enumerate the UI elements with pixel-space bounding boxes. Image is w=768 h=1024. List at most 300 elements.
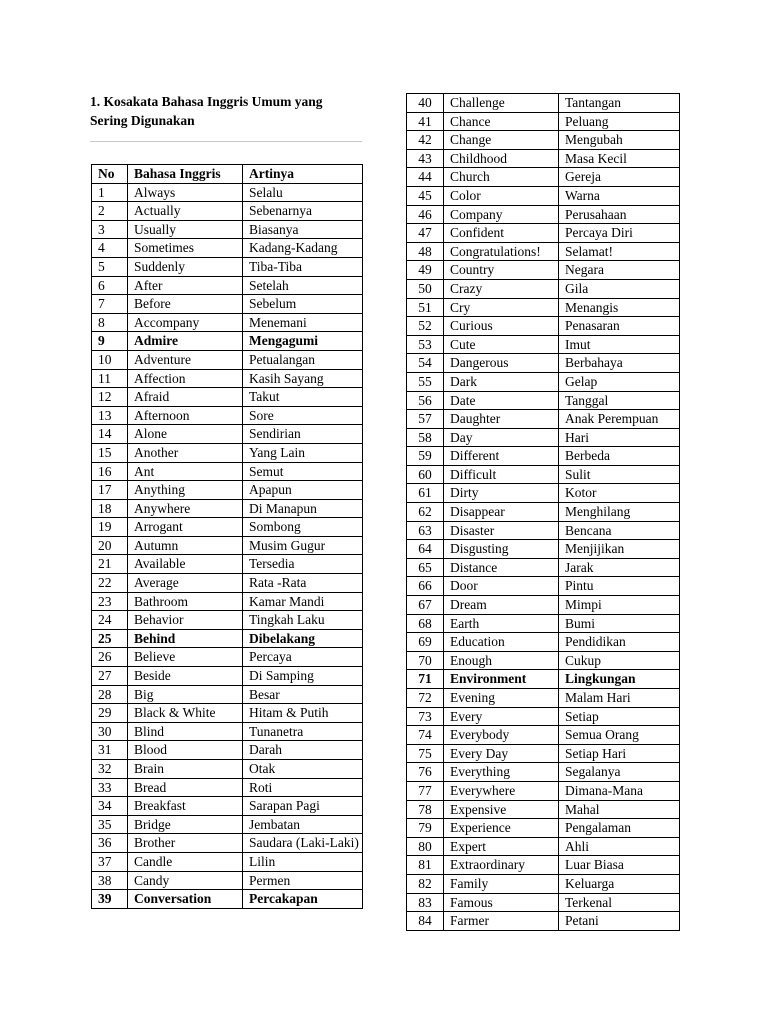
cell-english: Every Day	[444, 744, 559, 763]
cell-number: 9	[92, 332, 128, 351]
table-row	[92, 425, 363, 444]
cell-number: 24	[92, 611, 128, 630]
cell-number: 25	[92, 629, 128, 648]
cell-english: Everything	[444, 763, 559, 782]
cell-meaning: Tersedia	[243, 555, 363, 574]
table-row	[407, 335, 680, 354]
cell-number: 77	[407, 781, 444, 800]
table-row	[407, 558, 680, 577]
cell-number: 23	[92, 592, 128, 611]
table-row	[407, 186, 680, 205]
cell-meaning: Lilin	[243, 852, 363, 871]
table-row	[407, 689, 680, 708]
cell-meaning: Peluang	[559, 112, 680, 131]
cell-number: 16	[92, 462, 128, 481]
table-row	[92, 406, 363, 425]
cell-number: 51	[407, 298, 444, 317]
cell-meaning: Jarak	[559, 558, 680, 577]
cell-english: After	[128, 276, 243, 295]
table-row	[407, 596, 680, 615]
cell-meaning: Setiap Hari	[559, 744, 680, 763]
cell-meaning: Sebenarnya	[243, 202, 363, 221]
cell-number: 30	[92, 722, 128, 741]
cell-number: 69	[407, 633, 444, 652]
cell-meaning: Mimpi	[559, 596, 680, 615]
table-row	[407, 651, 680, 670]
table-row	[407, 94, 680, 113]
cell-meaning: Selamat!	[559, 242, 680, 261]
cell-english: Blind	[128, 722, 243, 741]
cell-meaning: Segalanya	[559, 763, 680, 782]
cell-english: Challenge	[444, 94, 559, 113]
cell-number: 46	[407, 205, 444, 224]
table-row	[407, 856, 680, 875]
cell-english: Education	[444, 633, 559, 652]
cell-meaning: Musim Gugur	[243, 536, 363, 555]
header-no: No	[92, 165, 128, 184]
cell-english: Brother	[128, 834, 243, 853]
cell-meaning: Jembatan	[243, 815, 363, 834]
cell-number: 64	[407, 540, 444, 559]
cell-english: Change	[444, 131, 559, 150]
table-row	[92, 462, 363, 481]
cell-english: Anything	[128, 481, 243, 500]
cell-meaning: Otak	[243, 760, 363, 779]
section-title: 1. Kosakata Bahasa Inggris Umum yang Sering Digunakan	[90, 94, 323, 128]
cell-meaning: Menghilang	[559, 503, 680, 522]
cell-english: Admire	[128, 332, 243, 351]
cell-english: Available	[128, 555, 243, 574]
cell-english: Enough	[444, 651, 559, 670]
cell-number: 63	[407, 521, 444, 540]
table-row	[92, 313, 363, 332]
cell-english: Difficult	[444, 465, 559, 484]
table-row	[407, 781, 680, 800]
cell-number: 34	[92, 797, 128, 816]
table-row	[407, 279, 680, 298]
cell-english: Bathroom	[128, 592, 243, 611]
cell-number: 68	[407, 614, 444, 633]
cell-number: 45	[407, 186, 444, 205]
cell-meaning: Rata -Rata	[243, 574, 363, 593]
cell-english: Door	[444, 577, 559, 596]
cell-meaning: Bumi	[559, 614, 680, 633]
cell-meaning: Petualangan	[243, 350, 363, 369]
cell-english: Color	[444, 186, 559, 205]
cell-number: 61	[407, 484, 444, 503]
cell-number: 81	[407, 856, 444, 875]
table-row	[92, 388, 363, 407]
cell-meaning: Sore	[243, 406, 363, 425]
cell-english: Day	[444, 428, 559, 447]
table-row	[407, 391, 680, 410]
cell-english: Daughter	[444, 410, 559, 429]
cell-meaning: Di Samping	[243, 667, 363, 686]
cell-meaning: Sarapan Pagi	[243, 797, 363, 816]
table-row	[407, 577, 680, 596]
cell-meaning: Berbeda	[559, 447, 680, 466]
cell-number: 75	[407, 744, 444, 763]
cell-meaning: Ahli	[559, 837, 680, 856]
cell-english: Bridge	[128, 815, 243, 834]
cell-english: Dangerous	[444, 354, 559, 373]
cell-number: 50	[407, 279, 444, 298]
cell-meaning: Dibelakang	[243, 629, 363, 648]
cell-number: 11	[92, 369, 128, 388]
table-row	[407, 763, 680, 782]
cell-meaning: Tunanetra	[243, 722, 363, 741]
cell-meaning: Imut	[559, 335, 680, 354]
cell-english: Confident	[444, 224, 559, 243]
cell-number: 55	[407, 372, 444, 391]
cell-meaning: Lingkungan	[559, 670, 680, 689]
cell-english: Brain	[128, 760, 243, 779]
cell-english: Every	[444, 707, 559, 726]
cell-english: Dark	[444, 372, 559, 391]
table-row	[407, 540, 680, 559]
cell-english: Extraordinary	[444, 856, 559, 875]
cell-meaning: Sebelum	[243, 295, 363, 314]
cell-english: Farmer	[444, 912, 559, 931]
cell-english: Cute	[444, 335, 559, 354]
cell-number: 60	[407, 465, 444, 484]
cell-number: 12	[92, 388, 128, 407]
cell-number: 79	[407, 819, 444, 838]
cell-english: Church	[444, 168, 559, 187]
cell-number: 37	[92, 852, 128, 871]
cell-number: 41	[407, 112, 444, 131]
cell-meaning: Gereja	[559, 168, 680, 187]
cell-number: 59	[407, 447, 444, 466]
table-row	[92, 611, 363, 630]
cell-english: Accompany	[128, 313, 243, 332]
table-row	[92, 722, 363, 741]
cell-meaning: Negara	[559, 261, 680, 280]
cell-english: Environment	[444, 670, 559, 689]
table-row	[92, 443, 363, 462]
cell-number: 22	[92, 574, 128, 593]
cell-number: 71	[407, 670, 444, 689]
cell-meaning: Semut	[243, 462, 363, 481]
cell-english: Cry	[444, 298, 559, 317]
table-row	[407, 819, 680, 838]
cell-number: 2	[92, 202, 128, 221]
table-row	[92, 220, 363, 239]
cell-english: Behind	[128, 629, 243, 648]
table-row	[407, 744, 680, 763]
table-row	[92, 202, 363, 221]
cell-number: 17	[92, 481, 128, 500]
cell-number: 36	[92, 834, 128, 853]
table-row	[92, 481, 363, 500]
table-row	[92, 778, 363, 797]
cell-number: 58	[407, 428, 444, 447]
cell-meaning: Yang Lain	[243, 443, 363, 462]
table-row	[407, 800, 680, 819]
cell-english: Everywhere	[444, 781, 559, 800]
cell-number: 26	[92, 648, 128, 667]
cell-number: 14	[92, 425, 128, 444]
cell-number: 76	[407, 763, 444, 782]
cell-english: Disaster	[444, 521, 559, 540]
cell-number: 44	[407, 168, 444, 187]
cell-meaning: Kadang-Kadang	[243, 239, 363, 258]
table-row	[92, 834, 363, 853]
cell-meaning: Gelap	[559, 372, 680, 391]
cell-number: 27	[92, 667, 128, 686]
table-row	[407, 112, 680, 131]
cell-meaning: Permen	[243, 871, 363, 890]
cell-english: Family	[444, 874, 559, 893]
cell-number: 5	[92, 257, 128, 276]
table-row	[92, 295, 363, 314]
cell-meaning: Tantangan	[559, 94, 680, 113]
table-row	[92, 871, 363, 890]
cell-english: Suddenly	[128, 257, 243, 276]
table-row	[92, 555, 363, 574]
cell-meaning: Tiba-Tiba	[243, 257, 363, 276]
cell-english: Earth	[444, 614, 559, 633]
table-row	[92, 499, 363, 518]
cell-number: 40	[407, 94, 444, 113]
cell-meaning: Menangis	[559, 298, 680, 317]
header-meaning: Artinya	[243, 165, 363, 184]
cell-meaning: Mahal	[559, 800, 680, 819]
table-row	[92, 276, 363, 295]
cell-english: Actually	[128, 202, 243, 221]
cell-meaning: Roti	[243, 778, 363, 797]
cell-english: Evening	[444, 689, 559, 708]
table-header-row	[92, 165, 363, 184]
cell-number: 7	[92, 295, 128, 314]
cell-meaning: Pendidikan	[559, 633, 680, 652]
cell-meaning: Tanggal	[559, 391, 680, 410]
cell-english: Alone	[128, 425, 243, 444]
cell-meaning: Penasaran	[559, 317, 680, 336]
table-row	[407, 521, 680, 540]
cell-english: Before	[128, 295, 243, 314]
cell-number: 78	[407, 800, 444, 819]
table-row	[407, 465, 680, 484]
cell-english: Bread	[128, 778, 243, 797]
cell-number: 82	[407, 874, 444, 893]
cell-meaning: Gila	[559, 279, 680, 298]
cell-english: Date	[444, 391, 559, 410]
cell-english: Behavior	[128, 611, 243, 630]
cell-english: Sometimes	[128, 239, 243, 258]
cell-meaning: Luar Biasa	[559, 856, 680, 875]
cell-meaning: Malam Hari	[559, 689, 680, 708]
cell-meaning: Berbahaya	[559, 354, 680, 373]
cell-number: 38	[92, 871, 128, 890]
table-row	[407, 224, 680, 243]
cell-number: 48	[407, 242, 444, 261]
table-row	[407, 168, 680, 187]
vocab-table-left	[91, 164, 363, 909]
table-row	[407, 317, 680, 336]
table-row	[92, 741, 363, 760]
table-row	[407, 428, 680, 447]
table-row	[92, 518, 363, 537]
cell-english: Usually	[128, 220, 243, 239]
cell-number: 29	[92, 704, 128, 723]
cell-english: Everybody	[444, 726, 559, 745]
cell-meaning: Menjijikan	[559, 540, 680, 559]
table-row	[407, 837, 680, 856]
cell-number: 65	[407, 558, 444, 577]
table-row	[92, 648, 363, 667]
cell-english: Expert	[444, 837, 559, 856]
table-row	[92, 536, 363, 555]
table-row	[407, 149, 680, 168]
table-row	[407, 874, 680, 893]
table-row	[92, 760, 363, 779]
table-row	[92, 815, 363, 834]
cell-meaning: Darah	[243, 741, 363, 760]
cell-number: 66	[407, 577, 444, 596]
cell-meaning: Semua Orang	[559, 726, 680, 745]
cell-english: Expensive	[444, 800, 559, 819]
cell-meaning: Percakapan	[243, 890, 363, 909]
cell-meaning: Menemani	[243, 313, 363, 332]
cell-english: Big	[128, 685, 243, 704]
table-row	[407, 131, 680, 150]
table-row	[407, 372, 680, 391]
cell-english: Ant	[128, 462, 243, 481]
table-row	[92, 667, 363, 686]
cell-english: Afraid	[128, 388, 243, 407]
cell-english: Conversation	[128, 890, 243, 909]
table-row	[407, 707, 680, 726]
cell-english: Afternoon	[128, 406, 243, 425]
table-row	[92, 685, 363, 704]
cell-meaning: Keluarga	[559, 874, 680, 893]
cell-number: 32	[92, 760, 128, 779]
cell-meaning: Bencana	[559, 521, 680, 540]
cell-number: 56	[407, 391, 444, 410]
cell-meaning: Setiap	[559, 707, 680, 726]
cell-english: Country	[444, 261, 559, 280]
cell-english: Famous	[444, 893, 559, 912]
cell-english: Company	[444, 205, 559, 224]
cell-english: Candy	[128, 871, 243, 890]
table-row	[407, 893, 680, 912]
cell-number: 15	[92, 443, 128, 462]
cell-number: 6	[92, 276, 128, 295]
table-row	[92, 183, 363, 202]
cell-number: 33	[92, 778, 128, 797]
cell-number: 3	[92, 220, 128, 239]
header-english: Bahasa Inggris	[128, 165, 243, 184]
cell-english: Childhood	[444, 149, 559, 168]
table-row	[92, 797, 363, 816]
cell-english: Breakfast	[128, 797, 243, 816]
cell-english: Beside	[128, 667, 243, 686]
cell-meaning: Selalu	[243, 183, 363, 202]
cell-number: 74	[407, 726, 444, 745]
table-row	[92, 332, 363, 351]
cell-number: 18	[92, 499, 128, 518]
table-row	[92, 574, 363, 593]
cell-english: Believe	[128, 648, 243, 667]
cell-english: Curious	[444, 317, 559, 336]
cell-number: 35	[92, 815, 128, 834]
cell-number: 42	[407, 131, 444, 150]
cell-number: 54	[407, 354, 444, 373]
cell-meaning: Besar	[243, 685, 363, 704]
table-row	[92, 350, 363, 369]
cell-english: Always	[128, 183, 243, 202]
cell-number: 1	[92, 183, 128, 202]
cell-meaning: Sulit	[559, 465, 680, 484]
table-row	[92, 629, 363, 648]
cell-number: 57	[407, 410, 444, 429]
cell-number: 67	[407, 596, 444, 615]
cell-meaning: Pintu	[559, 577, 680, 596]
cell-english: Blood	[128, 741, 243, 760]
cell-meaning: Dimana-Mana	[559, 781, 680, 800]
cell-english: Experience	[444, 819, 559, 838]
cell-english: Disgusting	[444, 540, 559, 559]
cell-meaning: Petani	[559, 912, 680, 931]
table-row	[407, 633, 680, 652]
cell-meaning: Anak Perempuan	[559, 410, 680, 429]
cell-number: 49	[407, 261, 444, 280]
table-row	[92, 239, 363, 258]
cell-english: Crazy	[444, 279, 559, 298]
cell-english: Dream	[444, 596, 559, 615]
cell-meaning: Hari	[559, 428, 680, 447]
table-row	[407, 503, 680, 522]
cell-number: 8	[92, 313, 128, 332]
cell-english: Distance	[444, 558, 559, 577]
cell-number: 19	[92, 518, 128, 537]
cell-number: 10	[92, 350, 128, 369]
cell-meaning: Sendirian	[243, 425, 363, 444]
table-row	[92, 704, 363, 723]
cell-number: 84	[407, 912, 444, 931]
table-row	[407, 447, 680, 466]
cell-meaning: Kamar Mandi	[243, 592, 363, 611]
table-row	[407, 261, 680, 280]
cell-english: Another	[128, 443, 243, 462]
table-row	[407, 298, 680, 317]
cell-meaning: Mengubah	[559, 131, 680, 150]
cell-meaning: Takut	[243, 388, 363, 407]
cell-meaning: Cukup	[559, 651, 680, 670]
cell-meaning: Di Manapun	[243, 499, 363, 518]
cell-meaning: Warna	[559, 186, 680, 205]
cell-number: 80	[407, 837, 444, 856]
cell-english: Disappear	[444, 503, 559, 522]
cell-number: 4	[92, 239, 128, 258]
cell-meaning: Percaya Diri	[559, 224, 680, 243]
cell-number: 31	[92, 741, 128, 760]
table-row	[407, 484, 680, 503]
cell-english: Candle	[128, 852, 243, 871]
table-row	[407, 410, 680, 429]
cell-number: 73	[407, 707, 444, 726]
table-row	[92, 592, 363, 611]
cell-meaning: Setelah	[243, 276, 363, 295]
cell-meaning: Pengalaman	[559, 819, 680, 838]
table-row	[92, 852, 363, 871]
cell-number: 28	[92, 685, 128, 704]
cell-english: Different	[444, 447, 559, 466]
cell-english: Adventure	[128, 350, 243, 369]
table-row	[92, 890, 363, 909]
cell-number: 20	[92, 536, 128, 555]
